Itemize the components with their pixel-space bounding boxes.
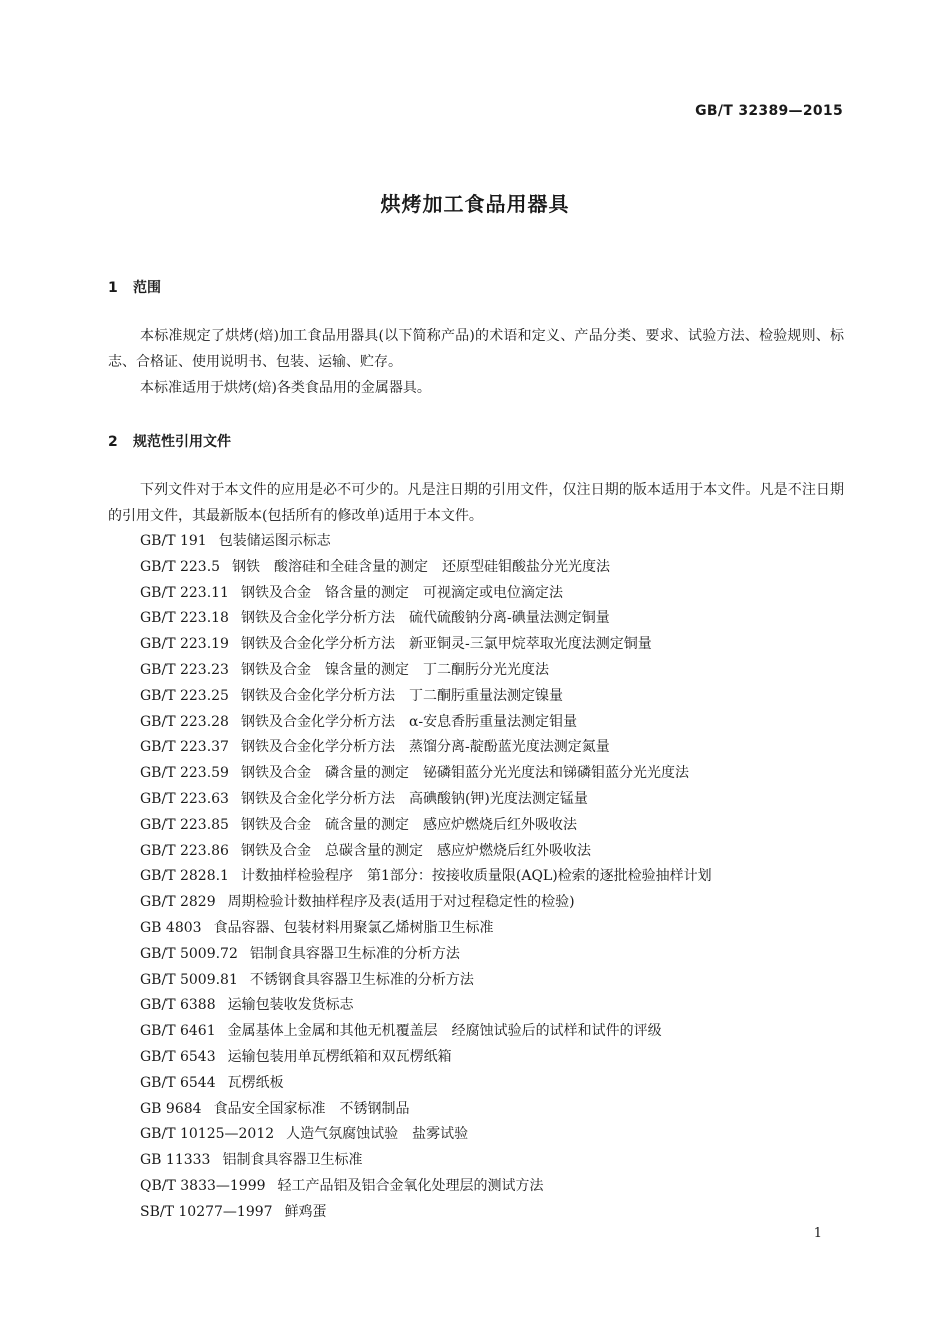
reference-code: GB/T 223.18 xyxy=(140,610,229,627)
reference-item xyxy=(140,658,712,684)
section-1-heading xyxy=(108,277,161,297)
reference-title: 计数抽样检验程序 第1部分：按接收质量限(AQL)检索的逐批检验抽样计划 xyxy=(240,868,712,885)
reference-code: GB/T 223.23 xyxy=(140,661,229,678)
reference-title: 鲜鸡蛋 xyxy=(284,1203,327,1220)
section-number: 2 xyxy=(108,434,118,450)
reference-title: 运输包装用单瓦楞纸箱和双瓦楞纸箱 xyxy=(227,1048,452,1065)
reference-title: 铝制食具容器卫生标准 xyxy=(222,1152,363,1169)
reference-item xyxy=(140,710,712,736)
reference-item xyxy=(140,968,712,994)
reference-item xyxy=(140,761,712,787)
reference-code: SB/T 10277—1997 xyxy=(140,1203,273,1220)
reference-title: 钢铁及合金化学分析方法 高碘酸钠(钾)光度法测定锰量 xyxy=(240,790,588,807)
reference-item xyxy=(140,1019,712,1045)
reference-item xyxy=(140,864,712,890)
reference-code: GB 11333 xyxy=(140,1152,211,1169)
reference-item xyxy=(140,581,712,607)
reference-item xyxy=(140,735,712,761)
reference-code: GB/T 223.19 xyxy=(140,636,229,653)
reference-code: GB/T 223.5 xyxy=(140,558,221,575)
reference-code: GB/T 10125—2012 xyxy=(140,1126,275,1143)
reference-title: 钢铁及合金 镍含量的测定 丁二酮肟分光光度法 xyxy=(240,661,549,678)
reference-title: 包装储运图示标志 xyxy=(218,533,331,549)
reference-title: 钢铁及合金 铬含量的测定 可视滴定或电位滴定法 xyxy=(240,584,563,601)
reference-code: GB/T 6388 xyxy=(140,997,216,1014)
reference-title: 钢铁及合金化学分析方法 新亚铜灵-三氯甲烷萃取光度法测定铜量 xyxy=(240,636,652,653)
reference-code: GB/T 6543 xyxy=(140,1048,216,1065)
section-2-heading xyxy=(108,431,231,451)
reference-item xyxy=(140,1148,712,1174)
standard-code: GB/T 32389—2015 xyxy=(695,103,843,119)
reference-item xyxy=(140,942,712,968)
page-number: 1 xyxy=(813,1226,822,1241)
reference-item xyxy=(140,993,712,1019)
reference-title: 钢铁及合金 磷含量的测定 铋磷钼蓝分光光度法和锑磷钼蓝分光光度法 xyxy=(240,765,689,782)
reference-item xyxy=(140,787,712,813)
reference-item xyxy=(140,529,712,555)
reference-code: GB/T 6461 xyxy=(140,1023,216,1040)
reference-code: GB 9684 xyxy=(140,1100,202,1117)
reference-code: GB/T 5009.72 xyxy=(140,945,238,962)
reference-title: 钢铁及合金化学分析方法 硫代硫酸钠分离-碘量法测定铜量 xyxy=(240,610,610,627)
reference-title: 周期检验计数抽样程序及表(适用于对过程稳定性的检验) xyxy=(227,894,575,911)
reference-code: GB/T 6544 xyxy=(140,1074,216,1091)
reference-title: 不锈钢食具容器卫生标准的分析方法 xyxy=(249,971,474,988)
reference-code: GB/T 223.25 xyxy=(140,687,229,704)
reference-title: 轻工产品铝及铝合金氧化处理层的测试方法 xyxy=(277,1177,544,1194)
reference-title: 钢铁 酸溶硅和全硅含量的测定 还原型硅钼酸盐分光光度法 xyxy=(232,558,611,575)
reference-title: 钢铁及合金 硫含量的测定 感应炉燃烧后红外吸收法 xyxy=(240,816,577,833)
reference-title: 钢铁及合金化学分析方法 蒸馏分离-靛酚蓝光度法测定氮量 xyxy=(240,739,610,756)
reference-title: 钢铁及合金化学分析方法 丁二酮肟重量法测定镍量 xyxy=(240,687,563,704)
reference-code: GB/T 5009.81 xyxy=(140,971,238,988)
reference-title: 钢铁及合金 总碳含量的测定 感应炉燃烧后红外吸收法 xyxy=(240,842,591,859)
reference-title: 食品容器、包装材料用聚氯乙烯树脂卫生标准 xyxy=(213,919,494,936)
section-2-paragraph-1: 下列文件对于本文件的应用是必不可少的。凡是注日期的引用文件，仅注日期的版本适用于本文件。凡是不注日期的引用文件，其最新版本(包括所有的修改单)适用于本文件。 xyxy=(108,482,844,524)
reference-item xyxy=(140,606,712,632)
reference-title: 食品安全国家标准 不锈钢制品 xyxy=(213,1100,410,1117)
reference-title: 铝制食具容器卫生标准的分析方法 xyxy=(249,945,460,962)
reference-item xyxy=(140,1122,712,1148)
reference-code: GB/T 2828.1 xyxy=(140,868,229,885)
reference-item xyxy=(140,1174,712,1200)
reference-item xyxy=(140,839,712,865)
reference-code: GB/T 223.37 xyxy=(140,739,229,756)
section-title: 范围 xyxy=(133,280,161,296)
reference-item xyxy=(140,1045,712,1071)
reference-title: 金属基体上金属和其他无机覆盖层 经腐蚀试验后的试样和试件的评级 xyxy=(227,1023,662,1040)
section-1-paragraph-2: 本标准适用于烘烤(焙)各类食品用的金属器具。 xyxy=(140,380,431,396)
reference-title: 运输包装收发货标志 xyxy=(227,997,354,1014)
reference-item xyxy=(140,916,712,942)
reference-item xyxy=(140,555,712,581)
reference-code: QB/T 3833—1999 xyxy=(140,1177,266,1194)
reference-code: GB/T 223.28 xyxy=(140,713,229,730)
reference-item xyxy=(140,1071,712,1097)
reference-code: GB 4803 xyxy=(140,919,202,936)
reference-code: GB/T 223.59 xyxy=(140,765,229,782)
reference-code: GB/T 223.85 xyxy=(140,816,229,833)
section-1-paragraph-1: 本标准规定了烘烤(焙)加工食品用器具(以下简称产品)的术语和定义、产品分类、要求、试验方法、检验规则、标志、合格证、使用说明书、包装、运输、贮存。 xyxy=(108,328,844,370)
reference-code: GB/T 191 xyxy=(140,533,207,549)
reference-item xyxy=(140,890,712,916)
reference-item xyxy=(140,684,712,710)
reference-item xyxy=(140,1200,712,1226)
reference-code: GB/T 2829 xyxy=(140,894,216,911)
section-number: 1 xyxy=(108,280,118,296)
reference-item xyxy=(140,813,712,839)
reference-title: 人造气氛腐蚀试验 盐雾试验 xyxy=(286,1126,469,1143)
reference-item xyxy=(140,1097,712,1123)
document-title: 烘烤加工食品用器具 xyxy=(380,192,570,216)
reference-title: 钢铁及合金化学分析方法 α-安息香肟重量法测定钼量 xyxy=(240,713,578,730)
normative-references-list xyxy=(140,529,712,1226)
reference-title: 瓦楞纸板 xyxy=(227,1074,284,1091)
reference-item xyxy=(140,632,712,658)
reference-code: GB/T 223.11 xyxy=(140,584,229,601)
reference-code: GB/T 223.86 xyxy=(140,842,229,859)
reference-code: GB/T 223.63 xyxy=(140,790,229,807)
section-title: 规范性引用文件 xyxy=(133,434,231,450)
